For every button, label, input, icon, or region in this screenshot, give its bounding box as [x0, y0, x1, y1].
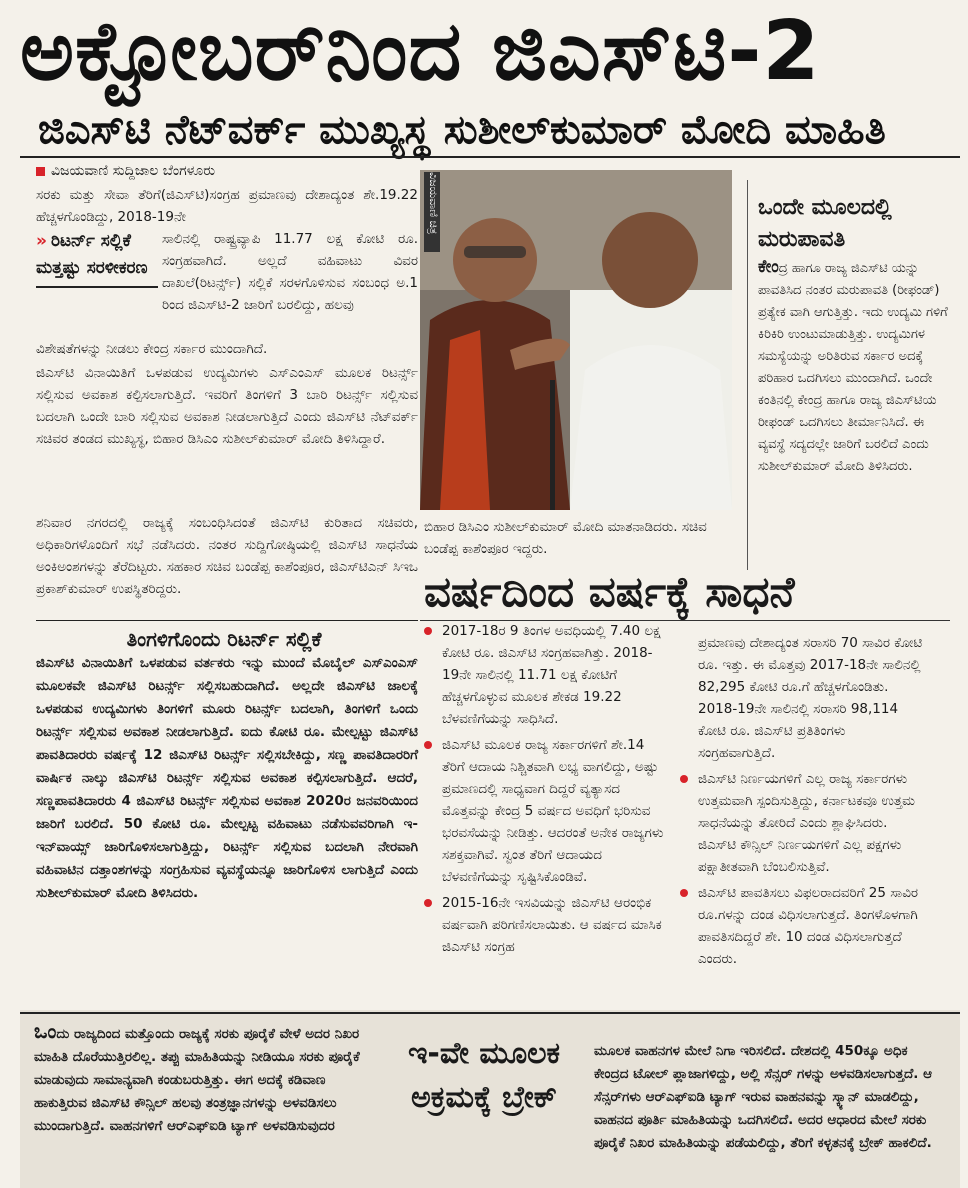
- column-divider: [747, 180, 748, 570]
- paragraph-3: ಶನಿವಾರ ನಗರದಲ್ಲಿ ರಾಜ್ಯಕ್ಕೆ ಸಂಬಂಧಿಸಿದಂತೆ ಜಿಎಸ್‌ಟಿ ಕುರಿತಾದ ಸಚಿವರು, ಅಧಿಕಾರಿಗಳೊಂದಿಗೆ ಸಭೆ ನಡೆಸಿದರು. ನಂತರ ಸುದ್ದಿಗೋಷ್ಠಿಯಲ್ಲಿ ಜಿಎಸ್‌ಟಿ ಸಾಧನೆಯ ಅಂಕಿಅಂಶಗಳನ್ನು ತೆರೆದಿಟ್ಟರು. ಸಹಕಾರ ಸಚಿವ ಬಂಡೆಪ್ಪ ಕಾಶೆಂಪೂರ, ಜಿಎಸ್‌ಟಿಎನ್ ಸಿಇಒ ಪ್ರಕಾಶ್‌ಕುಮಾರ್ ಉಪಸ್ಥಿತರಿದ್ದರು.: [36, 515, 418, 597]
- news-photo: [420, 170, 732, 510]
- photo-illustration: [420, 170, 732, 510]
- bottom-left-text: [34, 1020, 374, 1138]
- dropcap: ಒಂ: [34, 1019, 57, 1043]
- paragraph-returns: ಜಿಎಸ್‌ಟಿ ವಿನಾಯಿತಿಗೆ ಒಳಪಡುವ ವರ್ತಕರು ಇನ್ನು ಮುಂದೆ ಮೊಬೈಲ್ ಎಸ್‌ಎಂಎಸ್ ಮೂಲಕವೇ ಜಿಎಸ್‌ಟಿ ರಿಟರ್ನ್ಸ್ ಸಲ್ಲಿಸಬಹುದಾಗಿದೆ. ಅಲ್ಲದೇ ಜಿಎಸ್‌ಟಿ ಜಾಲಕ್ಕೆ ಒಳಪಡುವ ಉದ್ಯಮಿಗಳು ತಿಂಗಳಿಗೆ ಮೂರು ರಿಟರ್ನ್ಸ್ ಬದಲಾಗಿ, ತಿಂಗಳಿಗೆ ಒಂದು ರಿಟರ್ನ್ಸ್ ಸಲ್ಲಿಸುವ ಅವಕಾಶ ನೀಡಲಾಗುತ್ತಿದೆ. ಐದು ಕೋಟಿ ರೂ. ಮೇಲ್ಪಟ್ಟು ಜಿಎಸ್‌ಟಿ ಪಾವತಿದಾರರು ವರ್ಷಕ್ಕೆ 12 ಜಿಎಸ್‌ಟಿ ರಿಟರ್ನ್ಸ್ ಸಲ್ಲಿಸಬೇಕಿದ್ದು, ಸಣ್ಣ ಪಾವತಿದಾರರಿಗೆ ವಾರ್ಷಿಕ ನಾಲ್ಕು ಜಿಎಸ್‌ಟಿ ರಿಟರ್ನ್ಸ್ ಸಲ್ಲಿಸುವ ಅವಕಾಶ ಕಲ್ಪಿಸಲಾಗುತ್ತಿದೆ. ಆದರೆ, ಸಣ್ಣಪಾವತಿದಾರರು 4 ಜಿಎಸ್‌ಟಿ ರಿಟರ್ನ್ಸ್ ಸಲ್ಲಿಸುವ ಅವಕಾಶ 2020ರ ಜನವರಿಯಿಂದ ಜಾರಿಗೆ ಬರಲಿದೆ. 50 ಕೋಟಿ ರೂ. ಮೇಲ್ಪಟ್ಟ ವಹಿವಾಟು ನಡೆಸುವವರಿಗಾಗಿ ಇ- ಇನ್‌ವಾಯ್ಸ್ ಜಾರಿಗೊಳಿಸಲಾಗುತ್ತಿದ್ದು, ರಿಟರ್ನ್ಸ್ ಸಲ್ಲಿಸುವ ಬದಲಾಗಿ ನೇರವಾಗಿ ವಹಿವಾಟಿನ ದತ್ತಾಂಶಗಳನ್ನು ಸಂಗ್ರಹಿಸುವ ವ್ಯವಸ್ಥೆಯನ್ನೂ ಜಾರಿಗೊಳಿಸ ಲಾಗುತ್ತಿದೆ ಎಂದು ಸುಶೀಲ್‌ಕುಮಾರ್ ಮೋದಿ ತಿಳಿಸಿದರು.: [36, 655, 418, 901]
- paragraph-intro-end: ವಿಶೇಷತೆಗಳನ್ನು ನೀಡಲು ಕೇಂದ್ರ ಸರ್ಕಾರ ಮುಂದಾಗಿದೆ.: [36, 341, 268, 357]
- dropcap: ಕೇಂ: [758, 257, 779, 277]
- byline-marker-icon: [36, 167, 45, 176]
- subsection-title-returns: ತಿಂಗಳಿಗೊಂದು ರಿಟರ್ನ್ ಸಲ್ಲಿಕೆ: [126, 627, 322, 651]
- sidebox-text: ರಿಟರ್ನ್ ಸಲ್ಲಿಕೆ ಮತ್ತಷ್ಟು ಸರಳೀಕರಣ: [36, 231, 148, 278]
- photo-credit: ವಿಜಯವಾಣಿ ಚಿತ್ರ: [424, 172, 440, 252]
- paragraph-intro: ಸರಕು ಮತ್ತು ಸೇವಾ ತೆರಿಗೆ(ಜಿಎಸ್‌ಟಿ)ಸಂಗ್ರಹ ಪ್ರಮಾಣವು ದೇಶಾದ್ಯಂತ ಶೇ.19.22 ಹೆಚ್ಚಳಗೊಂಡಿದ್ದು, 2018-19ನೇ: [36, 187, 418, 225]
- chevron-right-icon: »: [36, 231, 47, 251]
- bottom-left-body: ದು ರಾಜ್ಯದಿಂದ ಮತ್ತೊಂದು ರಾಜ್ಯಕ್ಕೆ ಸರಕು ಪೂರೈಕೆ ವೇಳೆ ಅದರ ನಿಖರ ಮಾಹಿತಿ ದೊರೆಯುತ್ತಿರಲಿಲ್ಲ. ತಪ್ಪು ಮಾಹಿತಿಯನ್ನು ನೀಡಿಯೂ ಸರಕು ಪೂರೈಕೆ ಮಾಡುವುದು ಸಾಮಾನ್ಯವಾಗಿ ಕಂಡುಬರುತ್ತಿತ್ತು. ಈಗ ಅದಕ್ಕೆ ಕಡಿವಾಣ ಹಾಕುತ್ತಿರುವ ಜಿಎಸ್‌ಟಿ ಕೌನ್ಸಿಲ್ ಹಲವು ತಂತ್ರಜ್ಞಾನಗಳನ್ನು ಅಳವಡಿಸಲು ಮುಂದಾಗುತ್ತಿದೆ. ವಾಹನಗಳಿಗೆ ಆರ್‌ಎಫ್‌ಐಡಿ ಟ್ಯಾಗ್ ಅಳವಡಿಸುವುದರ: [34, 1026, 360, 1134]
- bullet-item: ಜಿಎಸ್‌ಟಿ ಪಾವತಿಸಲು ವಿಫಲರಾದವರಿಗೆ 25 ಸಾವಿರ ರೂ.ಗಳನ್ನು ದಂಡ ವಿಧಿಸಲಾಗುತ್ತದೆ. ತಿಂಗಳೊಳಗಾಗಿ ಪಾವತಿಸದಿದ್ದರೆ ಶೇ. 10 ದಂಡ ವಿಧಿಸಲಾಗುತ್ತದೆ ಎಂದರು.: [686, 882, 926, 970]
- sidebox-highlight: [36, 228, 158, 288]
- paragraph-2: ಜಿಎಸ್‌ಟಿ ವಿನಾಯಿತಿಗೆ ಒಳಪಡುವ ಉದ್ಯಮಿಗಳು ಎಸ್‌ಎಂಎಸ್ ಮೂಲಕ ರಿಟರ್ನ್ಸ್ ಸಲ್ಲಿಸುವ ಅವಕಾಶ ಕಲ್ಪಿಸಲಾಗುತ್ತಿದೆ. ಇವರಿಗೆ ತಿಂಗಳಿಗೆ 3 ಬಾರಿ ರಿಟರ್ನ್ಸ್ ಸಲ್ಲಿಸುವ ಬದಲಾಗಿ ಒಂದೇ ಬಾರಿ ಸಲ್ಲಿಸುವ ಅವಕಾಶ ನೀಡಲಾಗುತ್ತಿದೆ ಎಂದು ಜಿಎಸ್‌ಟಿ ನೆಟ್‌ವರ್ಕ್ ಸಚಿವರ ತಂಡದ ಮುಖ್ಯಸ್ಥ, ಬಿಹಾರ ಡಿಸಿಎಂ ಸುಶೀಲ್‌ಕುಮಾರ್ ಮೋದಿ ತಿಳಿಸಿದ್ದಾರೆ.: [36, 365, 418, 447]
- header-rule: [20, 156, 960, 158]
- bullet-item: 2015-16ನೇ ಇಸವಿಯನ್ನು ಜಿಎಸ್‌ಟಿ ಆರಂಭಿಕ ವರ್ಷವಾಗಿ ಪರಿಗಣಿಸಲಾಯಿತು. ಆ ವರ್ಷದ ಮಾಸಿಕ ಜಿಎಸ್‌ಟಿ ಸಂಗ್ರಹ: [430, 892, 670, 958]
- bullet-item: ಜಿಎಸ್‌ಟಿ ನಿರ್ಣಯಗಳಿಗೆ ಎಲ್ಲ ರಾಜ್ಯ ಸರ್ಕಾರಗಳು ಉತ್ತಮವಾಗಿ ಸ್ಪಂದಿಸುತ್ತಿದ್ದು, ಕರ್ನಾಟಕವೂ ಉತ್ತಮ ಸಾಧನೆಯನ್ನು ತೋರಿದೆ ಎಂದು ಶ್ಲಾಘಿಸಿದರು. ಜಿಎಸ್‌ಟಿ ಕೌನ್ಸಿಲ್ ನಿರ್ಣಯಗಳಿಗೆ ಎಲ್ಲ ಪಕ್ಷಗಳು ಪಕ್ಷಾತೀತವಾಗಿ ಬೆಂಬಲಿಸುತ್ತಿವೆ.: [686, 768, 926, 878]
- bullet-continuation: ಪ್ರಮಾಣವು ದೇಶಾದ್ಯಂತ ಸರಾಸರಿ 70 ಸಾವಿರ ಕೋಟಿ ರೂ. ಇತ್ತು. ಈ ಮೊತ್ತವು 2017-18ನೇ ಸಾಲಿನಲ್ಲಿ 82,295 ಕೋಟಿ ರೂ.ಗೆ ಹೆಚ್ಚಳಗೊಂಡಿತು. 2018-19ನೇ ಸಾಲಿನಲ್ಲಿ ಸರಾಸರಿ 98,114 ಕೋಟಿ ರೂ. ಜಿಎಸ್‌ಟಿ ಪ್ರತಿತಿಂಗಳು ಸಂಗ್ರಹವಾಗುತ್ತಿದೆ.: [698, 635, 923, 761]
- bottom-panel-title: ಇ-ವೇ ಮೂಲಕ ಅಕ್ರಮಕ್ಕೆ ಬ್ರೇಕ್: [407, 1036, 561, 1115]
- section-title-progress: ವರ್ಷದಿಂದ ವರ್ಷಕ್ಕೆ ಸಾಧನೆ: [424, 567, 795, 616]
- photo-caption: ಬಿಹಾರ ಡಿಸಿಎಂ ಸುಶೀಲ್‌ಕುಮಾರ್ ಮೋದಿ ಮಾತನಾಡಿದರು. ಸಚಿವ ಬಂಡೆಪ್ಪ ಕಾಶೆಂಪೂರ ಇದ್ದರು.: [424, 519, 707, 557]
- bullet-column-left: [430, 620, 670, 962]
- side-column-text: ದ್ರ ಹಾಗೂ ರಾಜ್ಯ ಜಿಎಸ್‌ಟಿ ಯನ್ನು ಪಾವತಿಸಿದ ನಂತರ ಮರುಪಾವತಿ (ರೀಫಂಡ್) ಪ್ರತ್ಯೇಕ ವಾಗಿ ಆಗುತ್ತಿತ್ತು. ಇದು ಉದ್ಯಮಿ ಗಳಿಗೆ ಕಿರಿಕಿರಿ ಉಂಟುಮಾಡುತ್ತಿತ್ತು. ಉದ್ಯಮಿಗಳ ಸಮಸ್ಯೆಯನ್ನು ಅರಿತಿರುವ ಸರ್ಕಾರ ಅದಕ್ಕೆ ಪರಿಹಾರ ಒದಗಿಸಲು ಮುಂದಾಗಿದೆ. ಒಂದೇ ಕಂತಿನಲ್ಲಿ ಕೇಂದ್ರ ಹಾಗೂ ರಾಜ್ಯ ಜಿಎಸ್‌ಟಿಯ ರೀಫಂಡ್ ಒದಗಿಸಲು ತೀರ್ಮಾನಿಸಿದೆ. ಈ ವ್ಯವಸ್ಥೆ ಸದ್ಯದಲ್ಲೇ ಜಾರಿಗೆ ಬರಲಿದೆ ಎಂದು ಸುಶೀಲ್‌ಕುಮಾರ್ ಮೋದಿ ತಿಳಿಸಿದರು.: [758, 261, 948, 474]
- paragraph-intro-cont: ಸಾಲಿನಲ್ಲಿ ರಾಷ್ಟ್ರವ್ಯಾಪಿ 11.77 ಲಕ್ಷ ಕೋಟಿ ರೂ. ಸಂಗ್ರಹವಾಗಿದೆ. ಅಲ್ಲದೆ ವಹಿವಾಟು ವಿವರ ದಾಖಲೆ(ರಿಟರ್ನ್ಸ್) ಸಲ್ಲಿಕೆ ಸರಳಗೊಳಿಸುವ ಸಂಬಂಧ ಅ.1 ರಿಂದ ಜಿಎಸ್‌ಟಿ-2 ಜಾರಿಗೆ ಬರಲಿದ್ದು, ಹಲವು: [162, 231, 418, 313]
- bullet-item: ಜಿಎಸ್‌ಟಿ ಮೂಲಕ ರಾಜ್ಯ ಸರ್ಕಾರಗಳಿಗೆ ಶೇ.14 ತೆರಿಗೆ ಆದಾಯ ನಿಶ್ಚಿತವಾಗಿ ಲಭ್ಯ ವಾಗಲಿದ್ದು, ಅಷ್ಟು ಪ್ರಮಾಣದಲ್ಲಿ ಸಾಧ್ಯವಾಗ ದಿದ್ದರೆ ವ್ಯತ್ಯಾಸದ ಮೊತ್ತವನ್ನು ಕೇಂದ್ರ 5 ವರ್ಷದ ಅವಧಿಗೆ ಭರಿಸುವ ಭರವಸೆಯನ್ನು ನೀಡಿತ್ತು. ಆದರಂತೆ ಅನೇಕ ರಾಜ್ಯಗಳು ಸಶಕ್ತವಾಗಿವೆ. ಸ್ವಂತ ತೆರಿಗೆ ಆದಾಯದ ಬೆಳವಣಿಗೆಯನ್ನು ಸೃಷ್ಟಿಸಿಕೊಂಡಿವೆ.: [430, 734, 670, 888]
- bullet-item: 2017-18ರ 9 ತಿಂಗಳ ಅವಧಿಯಲ್ಲಿ 7.40 ಲಕ್ಷ ಕೋಟಿ ರೂ. ಜಿಎಸ್‌ಟಿ ಸಂಗ್ರಹವಾಗಿತ್ತು. 2018-19ನೇ ಸಾಲಿನಲ್ಲಿ 11.71 ಲಕ್ಷ ಕೋಟಿಗೆ ಹೆಚ್ಚಳಗೊಳ್ಳುವ ಮೂಲಕ ಶೇಕಡ 19.22 ಬೆಳವಣಿಗೆಯನ್ನು ಸಾಧಿಸಿದೆ.: [430, 620, 670, 730]
- section-divider: [36, 620, 418, 621]
- bottom-right-text: ಮೂಲಕ ವಾಹನಗಳ ಮೇಲೆ ನಿಗಾ ಇರಿಸಲಿದೆ. ದೇಶದಲ್ಲಿ 450ಕ್ಕೂ ಅಧಿಕ ಕೇಂದ್ರದ ಟೋಲ್ ಪ್ಲಾಜಾಗಳಿದ್ದು, ಅಲ್ಲಿ ಸೆನ್ಸರ್ ಗಳನ್ನು ಅಳವಡಿಸಲಾಗುತ್ತದೆ. ಆ ಸೆನ್ಸರ್‌ಗಳು ಆರ್‌ಎಫ್‌ಐಡಿ ಟ್ಯಾಗ್ ಇರುವ ವಾಹನವನ್ನು ಸ್ಕ್ಯಾನ್ ಮಾಡಲಿದ್ದು, ವಾಹನದ ಪೂರ್ತಿ ಮಾಹಿತಿಯನ್ನು ಒದಗಿಸಲಿದೆ. ಅದರ ಆಧಾರದ ಮೇಲೆ ಸರಕು ಪೂರೈಕೆ ನಿಖರ ಮಾಹಿತಿಯನ್ನು ಪಡೆಯಲಿದ್ದು, ತೆರಿಗೆ ಕಳ್ಳತನಕ್ಕೆ ಬ್ರೇಕ್ ಹಾಕಲಿದೆ.: [594, 1043, 932, 1151]
- bottom-rule: [20, 1012, 960, 1014]
- side-column-title: ಒಂದೇ ಮೂಲದಲ್ಲಿ ಮರುಪಾವತಿ: [758, 195, 892, 252]
- side-column-body: [758, 256, 948, 478]
- subheadline: ಜಿಎಸ್‌ಟಿ ನೆಟ್‌ವರ್ಕ್ ಮುಖ್ಯಸ್ಥ ಸುಶೀಲ್‌ಕುಮಾರ್ ಮೋದಿ ಮಾಹಿತಿ: [38, 107, 886, 153]
- headline: ಅಕ್ಟೋಬರ್‌ನಿಂದ ಜಿಎಸ್‌ಟಿ-2: [20, 4, 821, 99]
- byline: [36, 160, 416, 182]
- byline-text: ವಿಜಯವಾಣಿ ಸುದ್ದಿಜಾಲ ಬೆಂಗಳೂರು: [51, 163, 216, 179]
- bullet-column-right: [686, 632, 926, 974]
